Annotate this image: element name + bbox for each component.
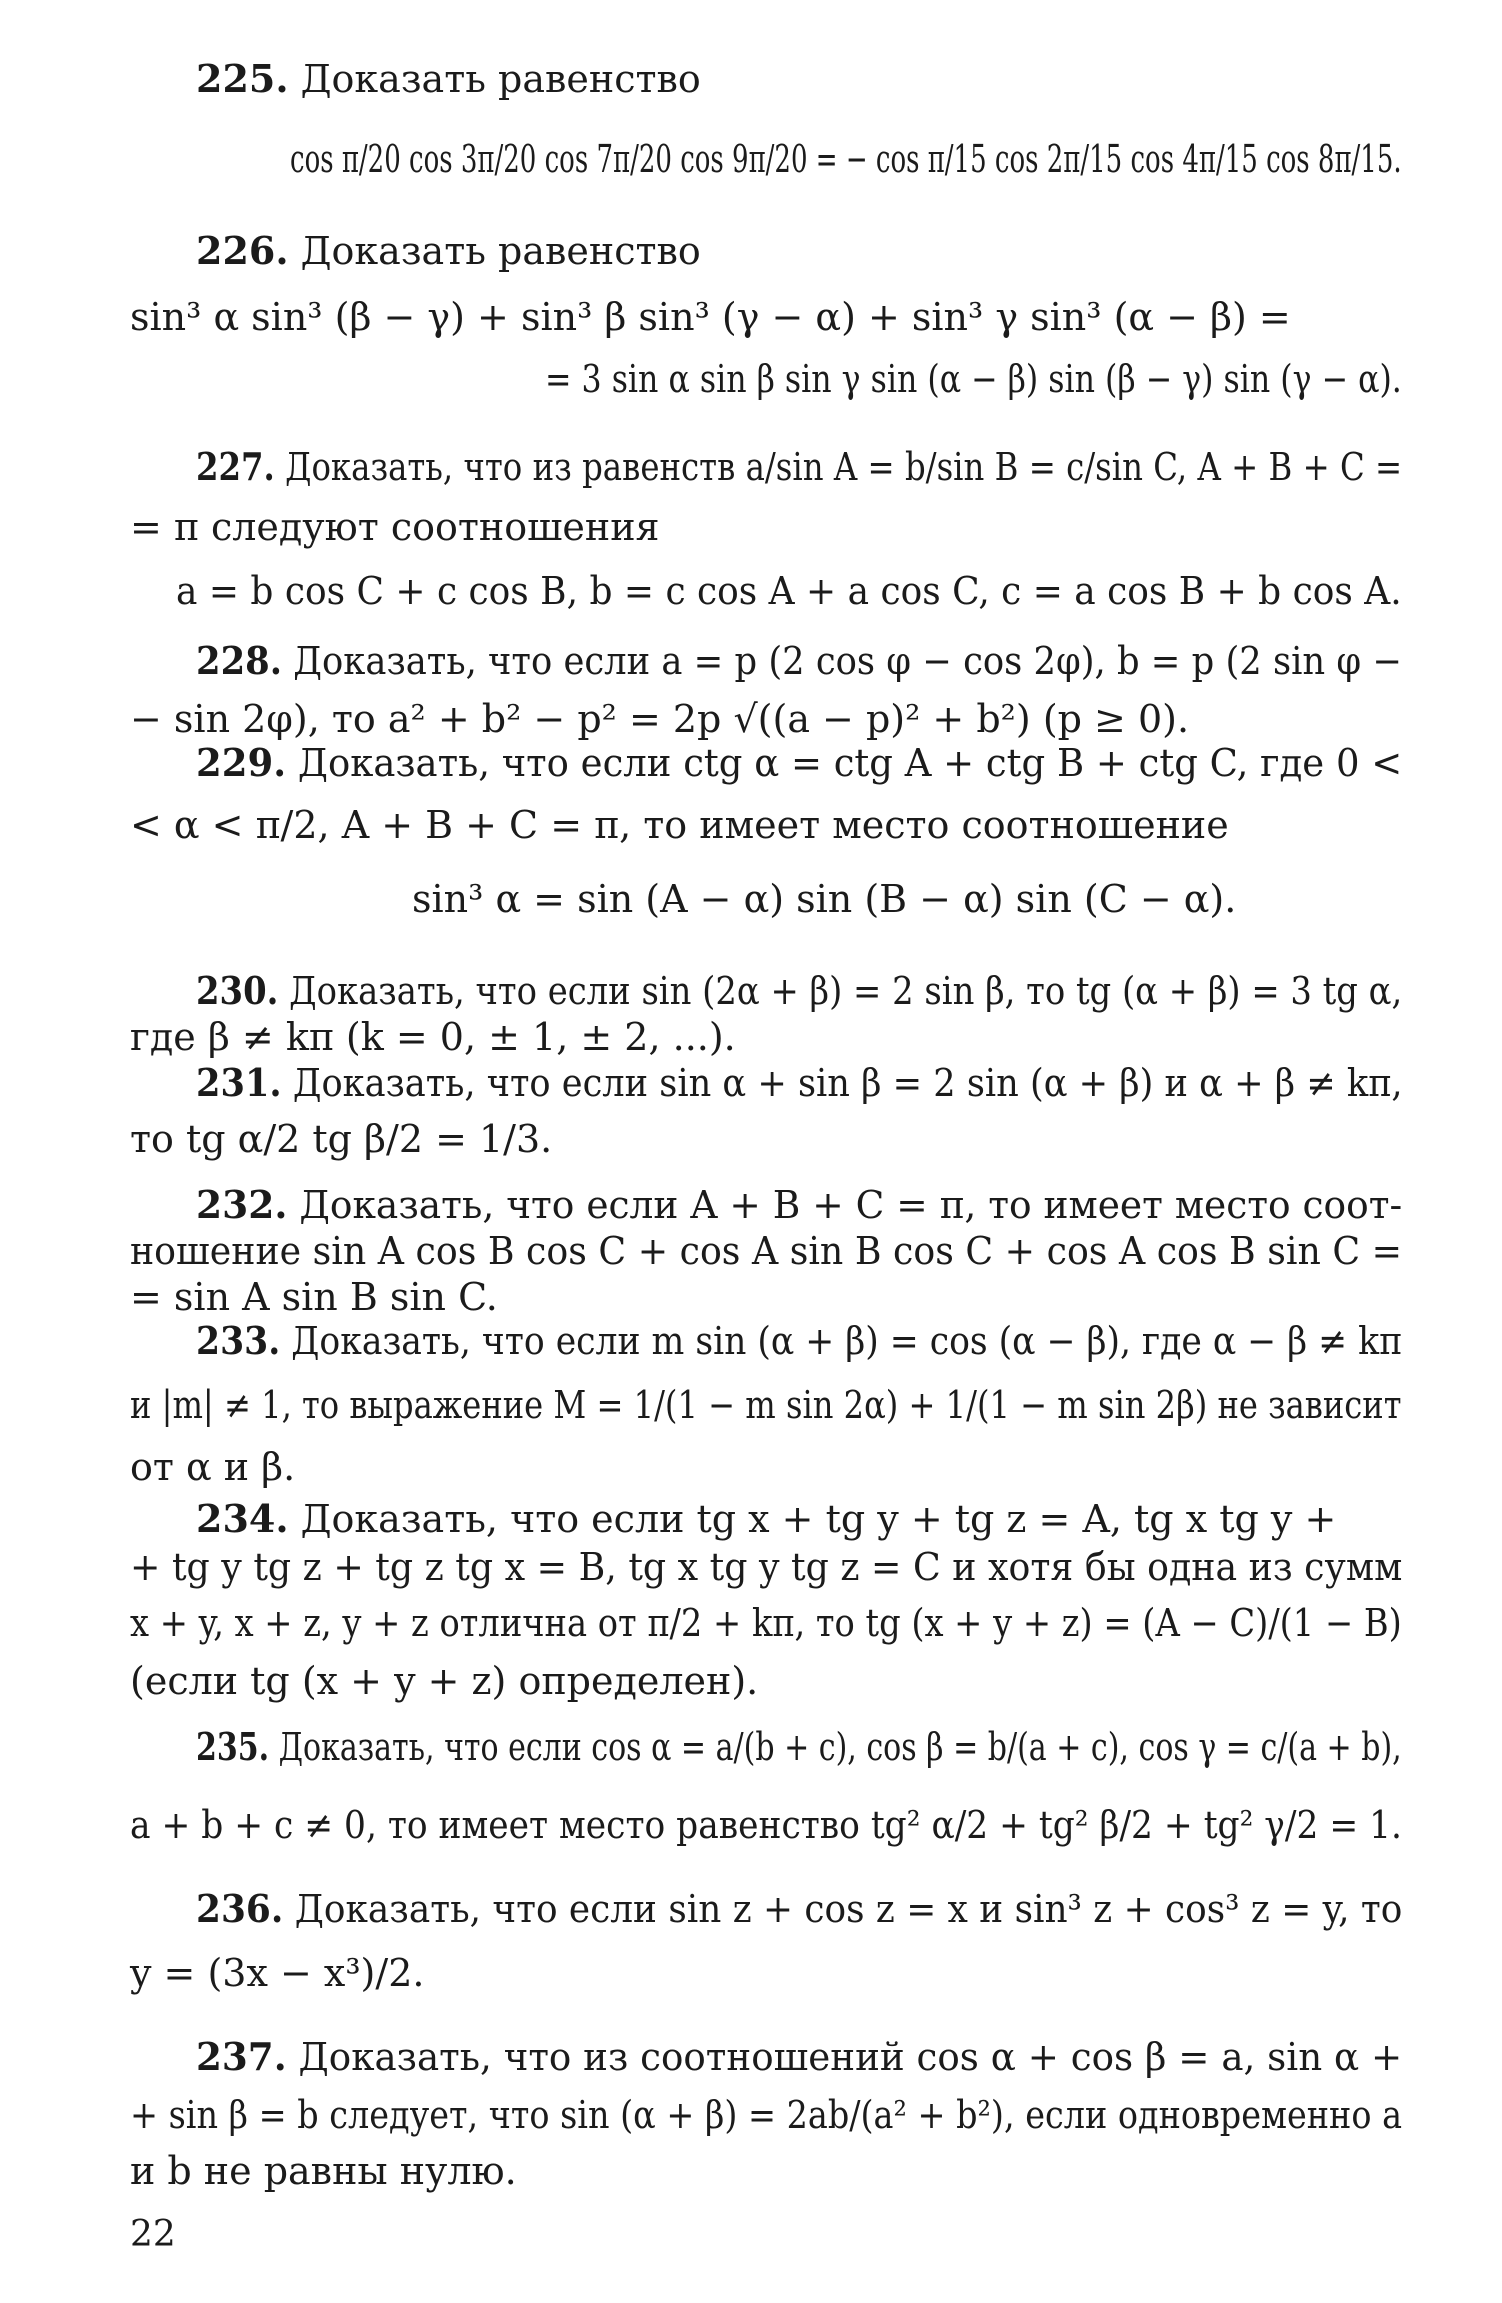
problem-236-number: 236. — [196, 1886, 284, 1931]
problem-232-text: Доказать, что если A + B + C = π, то имеет место соот- — [299, 1183, 1403, 1227]
problem-237-number: 237. — [196, 2034, 287, 2079]
problem-235-line-2: a + b + c ≠ 0, то имеет место равенство tg² α/2 + tg² β/2 + tg² γ/2 = 1. — [130, 1803, 1402, 1847]
problem-237-line-1 — [196, 2034, 1403, 2079]
problem-234-number: 234. — [196, 1496, 289, 1541]
problem-226-equation-line-1: sin³ α sin³ (β − γ) + sin³ β sin³ (γ − α) + sin³ γ sin³ (α − β) = — [130, 295, 1291, 339]
problem-235-line-1 — [196, 1724, 1402, 1769]
problem-226-equation-line-2: = 3 sin α sin β sin γ sin (α − β) sin (β − γ) sin (γ − α). — [545, 357, 1402, 401]
problem-225-text: Доказать равенство — [300, 57, 701, 101]
problem-232-line-1 — [196, 1182, 1403, 1227]
problem-230-line-1 — [196, 968, 1403, 1013]
problem-230-number: 230. — [196, 968, 279, 1013]
problem-229-number: 229. — [196, 740, 287, 785]
problem-236-text: Доказать, что если sin z + cos z = x и sin³ z + cos³ z = y, то — [294, 1887, 1403, 1931]
problem-228-line-1 — [196, 638, 1402, 683]
problem-236-line-1 — [196, 1886, 1403, 1931]
problem-233-text: Доказать, что если m sin (α + β) = cos (α − β), где α − β ≠ kπ — [291, 1319, 1402, 1363]
problem-231-line-2: то tg α/2 tg β/2 = 1/3. — [130, 1117, 553, 1161]
problem-227-line-2: = π следуют соотношения — [130, 505, 660, 549]
problem-226-number: 226. — [196, 228, 289, 273]
problem-228-number: 228. — [196, 638, 283, 683]
problem-231-text: Доказать, что если sin α + sin β = 2 sin (α + β) и α + β ≠ kπ, — [292, 1061, 1403, 1105]
problem-234-text: Доказать, что если tg x + tg y + tg z = A, tg x tg y + — [300, 1497, 1337, 1541]
problem-231-number: 231. — [196, 1060, 282, 1105]
problem-229-line-2: < α < π/2, A + B + C = π, то имеет место соотношение — [130, 803, 1229, 847]
problem-227-line-1 — [196, 444, 1403, 489]
problem-233-number: 233. — [196, 1318, 281, 1363]
problem-227-text: Доказать, что из равенств a/sin A = b/sin B = c/sin C, A + B + C = — [285, 445, 1403, 489]
problem-229-equation: sin³ α = sin (A − α) sin (B − α) sin (C − α). — [412, 877, 1237, 921]
problem-235-number: 235. — [196, 1724, 270, 1769]
problem-232-number: 232. — [196, 1182, 288, 1227]
problem-230-text: Доказать, что если sin (2α + β) = 2 sin β, то tg (α + β) = 3 tg α, — [289, 969, 1403, 1013]
problem-225-number: 225. — [196, 56, 289, 101]
problem-226-line-1 — [196, 228, 701, 273]
problem-228-text: Доказать, что если a = p (2 cos φ − cos 2φ), b = p (2 sin φ − — [293, 639, 1402, 683]
problem-235-text: Доказать, что если cos α = a/(b + c), cos β = b/(a + c), cos γ = c/(a + b), — [278, 1725, 1402, 1769]
problem-229-line-1 — [196, 740, 1403, 785]
problem-233-line-3: от α и β. — [130, 1445, 296, 1489]
problem-237-line-3: и b не равны нулю. — [130, 2149, 517, 2193]
problem-234-line-2: + tg y tg z + tg z tg x = B, tg x tg y tg z = C и хотя бы одна из сумм — [130, 1545, 1403, 1589]
problem-230-line-2: где β ≠ kπ (k = 0, ± 1, ± 2, ...). — [130, 1015, 736, 1059]
problem-234-line-1 — [196, 1496, 1337, 1541]
problem-233-line-2: и |m| ≠ 1, то выражение M = 1/(1 − m sin 2α) + 1/(1 − m sin 2β) не зависит — [130, 1383, 1402, 1427]
problem-225-line-1 — [196, 56, 701, 101]
problem-234-line-4: (если tg (x + y + z) определен). — [130, 1659, 759, 1703]
problem-234-line-3: x + y, x + z, y + z отлична от π/2 + kπ, то tg (x + y + z) = (A − C)/(1 − B) — [130, 1601, 1402, 1645]
problem-232-line-3: = sin A sin B sin C. — [130, 1275, 498, 1319]
problem-233-line-1 — [196, 1318, 1402, 1363]
problem-227-number: 227. — [196, 444, 275, 489]
problem-237-text: Доказать, что из соотношений cos α + cos β = a, sin α + — [298, 2035, 1403, 2079]
problem-229-text: Доказать, что если ctg α = ctg A + ctg B + ctg C, где 0 < — [297, 741, 1403, 785]
problem-227-equation: a = b cos C + c cos B, b = c cos A + a cos C, c = a cos B + b cos A. — [176, 569, 1402, 613]
problem-232-line-2: ношение sin A cos B cos C + cos A sin B cos C + cos A cos B sin C = — [130, 1229, 1403, 1273]
problem-228-line-2: − sin 2φ), то a² + b² − p² = 2p √((a − p)² + b²) (p ≥ 0). — [130, 697, 1190, 741]
problem-225-equation: cos π/20 cos 3π/20 cos 7π/20 cos 9π/20 = − cos π/15 cos 2π/15 cos 4π/15 cos 8π/15. — [290, 137, 1402, 181]
problem-231-line-1 — [196, 1060, 1403, 1105]
page-number: 22 — [130, 2214, 176, 2255]
problem-236-line-2: y = (3x − x³)/2. — [130, 1951, 425, 1995]
problem-226-text: Доказать равенство — [300, 229, 701, 273]
problem-237-line-2: + sin β = b следует, что sin (α + β) = 2ab/(a² + b²), если одновременно a — [130, 2093, 1403, 2137]
